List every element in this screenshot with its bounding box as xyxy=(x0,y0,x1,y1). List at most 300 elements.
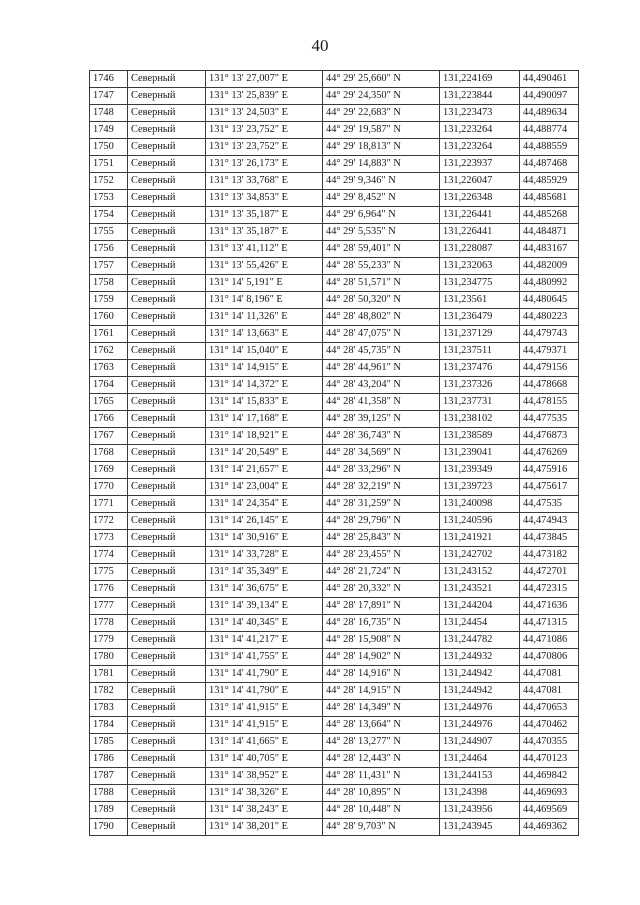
latitude-decimal-cell: 44,485929 xyxy=(520,173,579,190)
longitude-dms-cell: 131° 14' 8,196" E xyxy=(206,292,323,309)
point-number-cell: 1748 xyxy=(90,105,128,122)
point-number-cell: 1766 xyxy=(90,411,128,428)
longitude-decimal-cell: 131,223473 xyxy=(440,105,520,122)
table-row xyxy=(90,207,579,224)
point-number-cell: 1772 xyxy=(90,513,128,530)
point-number-cell: 1786 xyxy=(90,751,128,768)
latitude-decimal-cell: 44,489634 xyxy=(520,105,579,122)
site-name-cell: Северный xyxy=(128,105,206,122)
table-row xyxy=(90,139,579,156)
table-row xyxy=(90,598,579,615)
latitude-dms-cell: 44° 29' 6,964" N xyxy=(323,207,440,224)
table-row xyxy=(90,88,579,105)
point-number-cell: 1764 xyxy=(90,377,128,394)
site-name-cell: Северный xyxy=(128,462,206,479)
latitude-dms-cell: 44° 28' 55,233" N xyxy=(323,258,440,275)
point-number-cell: 1769 xyxy=(90,462,128,479)
longitude-decimal-cell: 131,239349 xyxy=(440,462,520,479)
latitude-dms-cell: 44° 28' 50,320" N xyxy=(323,292,440,309)
latitude-decimal-cell: 44,480645 xyxy=(520,292,579,309)
point-number-cell: 1782 xyxy=(90,683,128,700)
longitude-decimal-cell: 131,23561 xyxy=(440,292,520,309)
table-row xyxy=(90,615,579,632)
latitude-dms-cell: 44° 28' 44,961" N xyxy=(323,360,440,377)
point-number-cell: 1789 xyxy=(90,802,128,819)
latitude-decimal-cell: 44,483167 xyxy=(520,241,579,258)
longitude-dms-cell: 131° 14' 24,354" E xyxy=(206,496,323,513)
longitude-decimal-cell: 131,243152 xyxy=(440,564,520,581)
longitude-dms-cell: 131° 13' 33,768" E xyxy=(206,173,323,190)
latitude-decimal-cell: 44,482009 xyxy=(520,258,579,275)
latitude-dms-cell: 44° 28' 14,902" N xyxy=(323,649,440,666)
table-row xyxy=(90,768,579,785)
point-number-cell: 1746 xyxy=(90,71,128,88)
longitude-decimal-cell: 131,244907 xyxy=(440,734,520,751)
site-name-cell: Северный xyxy=(128,700,206,717)
table-row xyxy=(90,819,579,836)
latitude-dms-cell: 44° 29' 8,452" N xyxy=(323,190,440,207)
longitude-dms-cell: 131° 14' 41,755" E xyxy=(206,649,323,666)
point-number-cell: 1759 xyxy=(90,292,128,309)
site-name-cell: Северный xyxy=(128,190,206,207)
latitude-decimal-cell: 44,490461 xyxy=(520,71,579,88)
longitude-decimal-cell: 131,244942 xyxy=(440,666,520,683)
longitude-decimal-cell: 131,237731 xyxy=(440,394,520,411)
point-number-cell: 1762 xyxy=(90,343,128,360)
longitude-dms-cell: 131° 14' 38,952" E xyxy=(206,768,323,785)
point-number-cell: 1775 xyxy=(90,564,128,581)
point-number-cell: 1761 xyxy=(90,326,128,343)
longitude-dms-cell: 131° 14' 36,675" E xyxy=(206,581,323,598)
latitude-decimal-cell: 44,487468 xyxy=(520,156,579,173)
longitude-decimal-cell: 131,224169 xyxy=(440,71,520,88)
site-name-cell: Северный xyxy=(128,683,206,700)
longitude-decimal-cell: 131,226441 xyxy=(440,207,520,224)
latitude-decimal-cell: 44,475617 xyxy=(520,479,579,496)
longitude-dms-cell: 131° 13' 25,839" E xyxy=(206,88,323,105)
point-number-cell: 1750 xyxy=(90,139,128,156)
point-number-cell: 1765 xyxy=(90,394,128,411)
longitude-decimal-cell: 131,244976 xyxy=(440,700,520,717)
site-name-cell: Северный xyxy=(128,768,206,785)
table-row xyxy=(90,326,579,343)
table-row xyxy=(90,224,579,241)
longitude-dms-cell: 131° 14' 39,134" E xyxy=(206,598,323,615)
table-row xyxy=(90,258,579,275)
point-number-cell: 1755 xyxy=(90,224,128,241)
longitude-dms-cell: 131° 14' 11,326" E xyxy=(206,309,323,326)
latitude-decimal-cell: 44,473845 xyxy=(520,530,579,547)
site-name-cell: Северный xyxy=(128,224,206,241)
site-name-cell: Северный xyxy=(128,751,206,768)
latitude-dms-cell: 44° 28' 17,891" N xyxy=(323,598,440,615)
latitude-dms-cell: 44° 28' 20,332" N xyxy=(323,581,440,598)
point-number-cell: 1752 xyxy=(90,173,128,190)
site-name-cell: Северный xyxy=(128,598,206,615)
latitude-dms-cell: 44° 28' 32,219" N xyxy=(323,479,440,496)
table-row xyxy=(90,71,579,88)
longitude-dms-cell: 131° 13' 55,426" E xyxy=(206,258,323,275)
longitude-decimal-cell: 131,234775 xyxy=(440,275,520,292)
latitude-dms-cell: 44° 28' 45,735" N xyxy=(323,343,440,360)
longitude-dms-cell: 131° 14' 40,345" E xyxy=(206,615,323,632)
table-row xyxy=(90,190,579,207)
latitude-decimal-cell: 44,471315 xyxy=(520,615,579,632)
table-row xyxy=(90,122,579,139)
point-number-cell: 1758 xyxy=(90,275,128,292)
latitude-decimal-cell: 44,484871 xyxy=(520,224,579,241)
longitude-dms-cell: 131° 14' 17,168" E xyxy=(206,411,323,428)
site-name-cell: Северный xyxy=(128,343,206,360)
longitude-decimal-cell: 131,244932 xyxy=(440,649,520,666)
latitude-dms-cell: 44° 28' 21,724" N xyxy=(323,564,440,581)
table-row xyxy=(90,462,579,479)
longitude-decimal-cell: 131,243945 xyxy=(440,819,520,836)
table-row xyxy=(90,581,579,598)
page-number: 40 xyxy=(311,36,329,55)
longitude-dms-cell: 131° 14' 13,663" E xyxy=(206,326,323,343)
table-row xyxy=(90,156,579,173)
latitude-dms-cell: 44° 28' 13,664" N xyxy=(323,717,440,734)
longitude-decimal-cell: 131,244153 xyxy=(440,768,520,785)
longitude-decimal-cell: 131,226348 xyxy=(440,190,520,207)
latitude-decimal-cell: 44,473182 xyxy=(520,547,579,564)
table-row xyxy=(90,411,579,428)
point-number-cell: 1754 xyxy=(90,207,128,224)
site-name-cell: Северный xyxy=(128,479,206,496)
site-name-cell: Северный xyxy=(128,547,206,564)
longitude-dms-cell: 131° 14' 38,243" E xyxy=(206,802,323,819)
table-row xyxy=(90,530,579,547)
longitude-decimal-cell: 131,223844 xyxy=(440,88,520,105)
latitude-decimal-cell: 44,471636 xyxy=(520,598,579,615)
longitude-dms-cell: 131° 14' 41,790" E xyxy=(206,683,323,700)
point-number-cell: 1780 xyxy=(90,649,128,666)
site-name-cell: Северный xyxy=(128,88,206,105)
longitude-decimal-cell: 131,244204 xyxy=(440,598,520,615)
site-name-cell: Северный xyxy=(128,122,206,139)
site-name-cell: Северный xyxy=(128,734,206,751)
point-number-cell: 1749 xyxy=(90,122,128,139)
longitude-decimal-cell: 131,237476 xyxy=(440,360,520,377)
point-number-cell: 1788 xyxy=(90,785,128,802)
point-number-cell: 1773 xyxy=(90,530,128,547)
longitude-decimal-cell: 131,244782 xyxy=(440,632,520,649)
longitude-dms-cell: 131° 14' 5,191" E xyxy=(206,275,323,292)
latitude-dms-cell: 44° 28' 10,895" N xyxy=(323,785,440,802)
longitude-dms-cell: 131° 14' 23,004" E xyxy=(206,479,323,496)
longitude-dms-cell: 131° 14' 20,549" E xyxy=(206,445,323,462)
latitude-decimal-cell: 44,474943 xyxy=(520,513,579,530)
longitude-dms-cell: 131° 13' 27,007" E xyxy=(206,71,323,88)
longitude-decimal-cell: 131,223937 xyxy=(440,156,520,173)
latitude-decimal-cell: 44,469569 xyxy=(520,802,579,819)
latitude-decimal-cell: 44,485268 xyxy=(520,207,579,224)
latitude-dms-cell: 44° 28' 15,908" N xyxy=(323,632,440,649)
longitude-dms-cell: 131° 14' 14,915" E xyxy=(206,360,323,377)
longitude-dms-cell: 131° 14' 38,326" E xyxy=(206,785,323,802)
longitude-dms-cell: 131° 14' 41,665" E xyxy=(206,734,323,751)
longitude-dms-cell: 131° 14' 41,915" E xyxy=(206,717,323,734)
site-name-cell: Северный xyxy=(128,139,206,156)
site-name-cell: Северный xyxy=(128,564,206,581)
table-row xyxy=(90,734,579,751)
site-name-cell: Северный xyxy=(128,615,206,632)
latitude-decimal-cell: 44,476873 xyxy=(520,428,579,445)
site-name-cell: Северный xyxy=(128,377,206,394)
site-name-cell: Северный xyxy=(128,292,206,309)
latitude-decimal-cell: 44,472315 xyxy=(520,581,579,598)
point-number-cell: 1779 xyxy=(90,632,128,649)
longitude-dms-cell: 131° 14' 33,728" E xyxy=(206,547,323,564)
latitude-dms-cell: 44° 29' 24,350" N xyxy=(323,88,440,105)
site-name-cell: Северный xyxy=(128,428,206,445)
latitude-dms-cell: 44° 28' 14,915" N xyxy=(323,683,440,700)
longitude-decimal-cell: 131,238102 xyxy=(440,411,520,428)
longitude-decimal-cell: 131,239723 xyxy=(440,479,520,496)
longitude-decimal-cell: 131,228087 xyxy=(440,241,520,258)
longitude-decimal-cell: 131,240596 xyxy=(440,513,520,530)
longitude-decimal-cell: 131,24398 xyxy=(440,785,520,802)
table-row xyxy=(90,751,579,768)
latitude-dms-cell: 44° 28' 48,802" N xyxy=(323,309,440,326)
longitude-decimal-cell: 131,241921 xyxy=(440,530,520,547)
latitude-dms-cell: 44° 28' 9,703" N xyxy=(323,819,440,836)
point-number-cell: 1783 xyxy=(90,700,128,717)
point-number-cell: 1747 xyxy=(90,88,128,105)
longitude-dms-cell: 131° 14' 41,915" E xyxy=(206,700,323,717)
longitude-dms-cell: 131° 13' 34,853" E xyxy=(206,190,323,207)
table-row xyxy=(90,343,579,360)
site-name-cell: Северный xyxy=(128,241,206,258)
point-number-cell: 1785 xyxy=(90,734,128,751)
longitude-decimal-cell: 131,240098 xyxy=(440,496,520,513)
latitude-decimal-cell: 44,485681 xyxy=(520,190,579,207)
longitude-decimal-cell: 131,24464 xyxy=(440,751,520,768)
table-row xyxy=(90,275,579,292)
longitude-decimal-cell: 131,237511 xyxy=(440,343,520,360)
point-number-cell: 1767 xyxy=(90,428,128,445)
latitude-decimal-cell: 44,469842 xyxy=(520,768,579,785)
table-row xyxy=(90,649,579,666)
table-row xyxy=(90,547,579,564)
latitude-dms-cell: 44° 28' 43,204" N xyxy=(323,377,440,394)
site-name-cell: Северный xyxy=(128,581,206,598)
longitude-dms-cell: 131° 14' 18,921" E xyxy=(206,428,323,445)
point-number-cell: 1753 xyxy=(90,190,128,207)
latitude-decimal-cell: 44,478668 xyxy=(520,377,579,394)
site-name-cell: Северный xyxy=(128,394,206,411)
point-number-cell: 1790 xyxy=(90,819,128,836)
latitude-decimal-cell: 44,47081 xyxy=(520,683,579,700)
latitude-dms-cell: 44° 29' 22,683" N xyxy=(323,105,440,122)
longitude-decimal-cell: 131,244976 xyxy=(440,717,520,734)
table-row xyxy=(90,445,579,462)
point-number-cell: 1771 xyxy=(90,496,128,513)
longitude-dms-cell: 131° 14' 14,372" E xyxy=(206,377,323,394)
table-row xyxy=(90,377,579,394)
latitude-decimal-cell: 44,469362 xyxy=(520,819,579,836)
longitude-dms-cell: 131° 14' 26,145" E xyxy=(206,513,323,530)
longitude-dms-cell: 131° 14' 15,040" E xyxy=(206,343,323,360)
site-name-cell: Северный xyxy=(128,326,206,343)
latitude-dms-cell: 44° 29' 19,587" N xyxy=(323,122,440,139)
table-row xyxy=(90,479,579,496)
latitude-dms-cell: 44° 28' 33,296" N xyxy=(323,462,440,479)
longitude-dms-cell: 131° 14' 40,705" E xyxy=(206,751,323,768)
longitude-decimal-cell: 131,236479 xyxy=(440,309,520,326)
table-row xyxy=(90,564,579,581)
site-name-cell: Северный xyxy=(128,360,206,377)
longitude-decimal-cell: 131,226047 xyxy=(440,173,520,190)
latitude-dms-cell: 44° 28' 36,743" N xyxy=(323,428,440,445)
site-name-cell: Северный xyxy=(128,496,206,513)
point-number-cell: 1770 xyxy=(90,479,128,496)
point-number-cell: 1757 xyxy=(90,258,128,275)
latitude-dms-cell: 44° 28' 34,569" N xyxy=(323,445,440,462)
latitude-decimal-cell: 44,470355 xyxy=(520,734,579,751)
table-row xyxy=(90,700,579,717)
latitude-dms-cell: 44° 28' 31,259" N xyxy=(323,496,440,513)
latitude-dms-cell: 44° 28' 59,401" N xyxy=(323,241,440,258)
latitude-decimal-cell: 44,479743 xyxy=(520,326,579,343)
latitude-dms-cell: 44° 28' 25,843" N xyxy=(323,530,440,547)
site-name-cell: Северный xyxy=(128,802,206,819)
longitude-dms-cell: 131° 13' 41,112" E xyxy=(206,241,323,258)
longitude-dms-cell: 131° 14' 41,217" E xyxy=(206,632,323,649)
latitude-dms-cell: 44° 28' 23,455" N xyxy=(323,547,440,564)
table-row xyxy=(90,360,579,377)
table-row xyxy=(90,666,579,683)
longitude-dms-cell: 131° 14' 21,657" E xyxy=(206,462,323,479)
latitude-decimal-cell: 44,470462 xyxy=(520,717,579,734)
longitude-dms-cell: 131° 14' 15,833" E xyxy=(206,394,323,411)
latitude-decimal-cell: 44,47535 xyxy=(520,496,579,513)
table-row xyxy=(90,496,579,513)
latitude-dms-cell: 44° 28' 47,075" N xyxy=(323,326,440,343)
table-row xyxy=(90,173,579,190)
latitude-decimal-cell: 44,470806 xyxy=(520,649,579,666)
longitude-decimal-cell: 131,238589 xyxy=(440,428,520,445)
point-number-cell: 1763 xyxy=(90,360,128,377)
latitude-decimal-cell: 44,470653 xyxy=(520,700,579,717)
site-name-cell: Северный xyxy=(128,666,206,683)
site-name-cell: Северный xyxy=(128,173,206,190)
table-row xyxy=(90,428,579,445)
point-number-cell: 1760 xyxy=(90,309,128,326)
coordinates-table xyxy=(89,70,579,836)
longitude-dms-cell: 131° 14' 35,349" E xyxy=(206,564,323,581)
latitude-decimal-cell: 44,469693 xyxy=(520,785,579,802)
point-number-cell: 1778 xyxy=(90,615,128,632)
point-number-cell: 1777 xyxy=(90,598,128,615)
longitude-dms-cell: 131° 13' 23,752" E xyxy=(206,139,323,156)
site-name-cell: Северный xyxy=(128,71,206,88)
latitude-decimal-cell: 44,479371 xyxy=(520,343,579,360)
latitude-decimal-cell: 44,476269 xyxy=(520,445,579,462)
latitude-dms-cell: 44° 28' 12,443" N xyxy=(323,751,440,768)
table-row xyxy=(90,632,579,649)
point-number-cell: 1784 xyxy=(90,717,128,734)
latitude-decimal-cell: 44,470123 xyxy=(520,751,579,768)
table-row xyxy=(90,241,579,258)
latitude-decimal-cell: 44,478155 xyxy=(520,394,579,411)
site-name-cell: Северный xyxy=(128,649,206,666)
latitude-dms-cell: 44° 29' 25,660" N xyxy=(323,71,440,88)
latitude-dms-cell: 44° 28' 14,349" N xyxy=(323,700,440,717)
table-row xyxy=(90,785,579,802)
site-name-cell: Северный xyxy=(128,819,206,836)
point-number-cell: 1751 xyxy=(90,156,128,173)
site-name-cell: Северный xyxy=(128,530,206,547)
latitude-dms-cell: 44° 28' 14,916" N xyxy=(323,666,440,683)
table-row xyxy=(90,802,579,819)
latitude-dms-cell: 44° 28' 13,277" N xyxy=(323,734,440,751)
longitude-dms-cell: 131° 13' 24,503" E xyxy=(206,105,323,122)
latitude-decimal-cell: 44,471086 xyxy=(520,632,579,649)
table-row xyxy=(90,717,579,734)
latitude-dms-cell: 44° 28' 39,125" N xyxy=(323,411,440,428)
longitude-decimal-cell: 131,237129 xyxy=(440,326,520,343)
site-name-cell: Северный xyxy=(128,445,206,462)
table-row xyxy=(90,309,579,326)
longitude-dms-cell: 131° 14' 30,916" E xyxy=(206,530,323,547)
latitude-dms-cell: 44° 29' 9,346" N xyxy=(323,173,440,190)
longitude-decimal-cell: 131,242702 xyxy=(440,547,520,564)
latitude-dms-cell: 44° 28' 51,571" N xyxy=(323,275,440,292)
table-row xyxy=(90,105,579,122)
point-number-cell: 1756 xyxy=(90,241,128,258)
site-name-cell: Северный xyxy=(128,156,206,173)
longitude-decimal-cell: 131,243956 xyxy=(440,802,520,819)
point-number-cell: 1774 xyxy=(90,547,128,564)
latitude-decimal-cell: 44,47081 xyxy=(520,666,579,683)
latitude-decimal-cell: 44,477535 xyxy=(520,411,579,428)
longitude-decimal-cell: 131,226441 xyxy=(440,224,520,241)
latitude-decimal-cell: 44,488774 xyxy=(520,122,579,139)
point-number-cell: 1768 xyxy=(90,445,128,462)
point-number-cell: 1787 xyxy=(90,768,128,785)
latitude-decimal-cell: 44,490097 xyxy=(520,88,579,105)
longitude-decimal-cell: 131,243521 xyxy=(440,581,520,598)
latitude-dms-cell: 44° 28' 11,431" N xyxy=(323,768,440,785)
table-row xyxy=(90,394,579,411)
site-name-cell: Северный xyxy=(128,207,206,224)
site-name-cell: Северный xyxy=(128,717,206,734)
latitude-dms-cell: 44° 28' 41,358" N xyxy=(323,394,440,411)
longitude-dms-cell: 131° 13' 35,187" E xyxy=(206,207,323,224)
site-name-cell: Северный xyxy=(128,258,206,275)
longitude-dms-cell: 131° 13' 35,187" E xyxy=(206,224,323,241)
site-name-cell: Северный xyxy=(128,411,206,428)
latitude-decimal-cell: 44,480992 xyxy=(520,275,579,292)
latitude-dms-cell: 44° 28' 29,796" N xyxy=(323,513,440,530)
longitude-decimal-cell: 131,24454 xyxy=(440,615,520,632)
latitude-dms-cell: 44° 29' 14,883" N xyxy=(323,156,440,173)
longitude-decimal-cell: 131,244942 xyxy=(440,683,520,700)
table-row xyxy=(90,683,579,700)
longitude-dms-cell: 131° 13' 26,173" E xyxy=(206,156,323,173)
latitude-dms-cell: 44° 29' 5,535" N xyxy=(323,224,440,241)
point-number-cell: 1776 xyxy=(90,581,128,598)
site-name-cell: Северный xyxy=(128,513,206,530)
latitude-decimal-cell: 44,488559 xyxy=(520,139,579,156)
latitude-dms-cell: 44° 28' 16,735" N xyxy=(323,615,440,632)
longitude-dms-cell: 131° 13' 23,752" E xyxy=(206,122,323,139)
latitude-dms-cell: 44° 29' 18,813" N xyxy=(323,139,440,156)
latitude-decimal-cell: 44,480223 xyxy=(520,309,579,326)
longitude-decimal-cell: 131,223264 xyxy=(440,139,520,156)
